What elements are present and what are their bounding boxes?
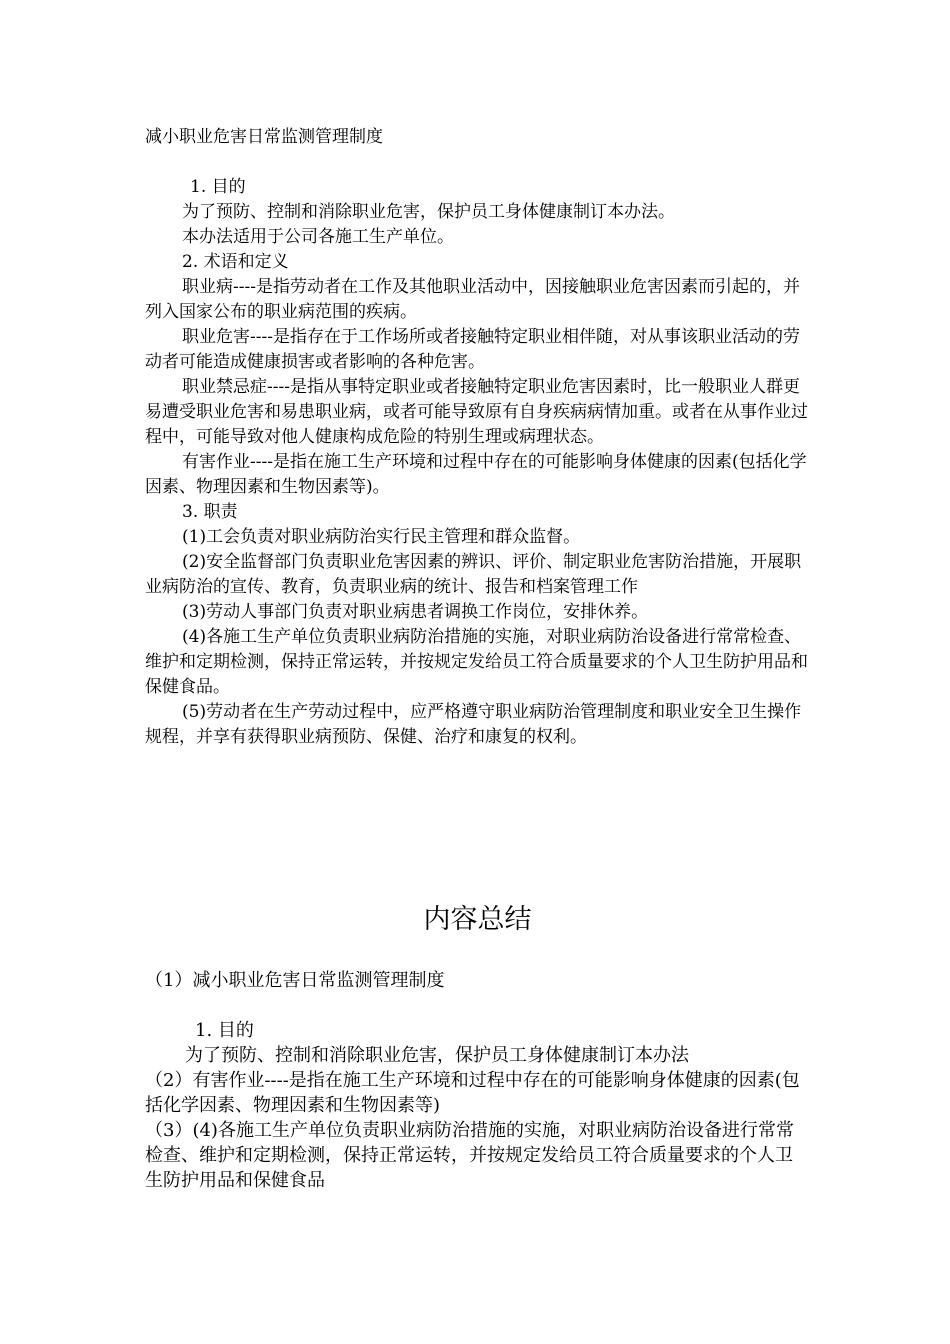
document-title: 减小职业危害日常监测管理制度 <box>145 127 383 147</box>
section-heading-purpose: 1. 目的 <box>190 177 246 197</box>
summary-item: （1）减小职业危害日常监测管理制度 <box>145 970 445 991</box>
paragraph: (3)劳动人事部门负责对职业病患者调换工作岗位，安排休养。 <box>182 602 649 622</box>
paragraph: (2)安全监督部门负责职业危害因素的辨识、评价、制定职业危害防治措施，开展职业病防治的宣传、教育，负责职业病的统计、报告和档案管理工作 <box>145 552 802 597</box>
paragraph: 本办法适用于公司各施工生产单位。 <box>182 227 454 247</box>
section-heading-terms: 2. 术语和定义 <box>182 252 289 272</box>
summary-heading: 1. 目的 <box>195 1020 254 1041</box>
paragraph: (1)工会负责对职业病防治实行民主管理和群众监督。 <box>182 527 581 547</box>
summary-text: 为了预防、控制和消除职业危害，保护员工身体健康制订本办法 <box>185 1045 689 1066</box>
section-heading-duties: 3. 职责 <box>182 502 238 522</box>
paragraph: 职业危害----是指存在于工作场所或者接触特定职业相伴随，对从事该职业活动的劳动者可能造成健康损害或者影响的各种危害。 <box>145 327 800 372</box>
summary-item: （2）有害作业----是指在施工生产环境和过程中存在的可能影响身体健康的因素(包括化学因素、物理因素和生物因素等) <box>145 1070 800 1116</box>
paragraph: (4)各施工生产单位负责职业病防治措施的实施，对职业病防治设备进行常常检查、维护和定期检测，保持正常运转，并按规定发给员工符合质量要求的个人卫生防护用品和保健食品。 <box>145 627 808 697</box>
paragraph: 职业病----是指劳动者在工作及其他职业活动中，因接触职业危害因素而引起的，并列入国家公布的职业病范围的疾病。 <box>145 277 800 322</box>
paragraph: (5)劳动者在生产劳动过程中，应严格遵守职业病防治管理制度和职业安全卫生操作规程，并享有获得职业病预防、保健、治疗和康复的权利。 <box>145 702 802 747</box>
summary-title: 内容总结 <box>423 904 532 935</box>
document-body <box>145 125 810 750</box>
paragraph: 职业禁忌症----是指从事特定职业或者接触特定职业危害因素时，比一般职业人群更易遭受职业危害和易患职业病，或者可能导致原有自身疾病病情加重。或者在从事作业过程中，可能导致对他人健康构成危险的特别生理或病理状态。 <box>145 377 808 447</box>
paragraph: 有害作业----是指在施工生产环境和过程中存在的可能影响身体健康的因素(包括化学因素、物理因素和生物因素等)。 <box>145 452 807 497</box>
summary-section <box>145 900 810 1193</box>
summary-item: （3）(4)各施工生产单位负责职业病防治措施的实施，对职业病防治设备进行常常检查、维护和定期检测，保持正常运转，并按规定发给员工符合质量要求的个人卫生防护用品和保健食品 <box>145 1120 794 1191</box>
paragraph: 为了预防、控制和消除职业危害，保护员工身体健康制订本办法。 <box>182 202 675 222</box>
